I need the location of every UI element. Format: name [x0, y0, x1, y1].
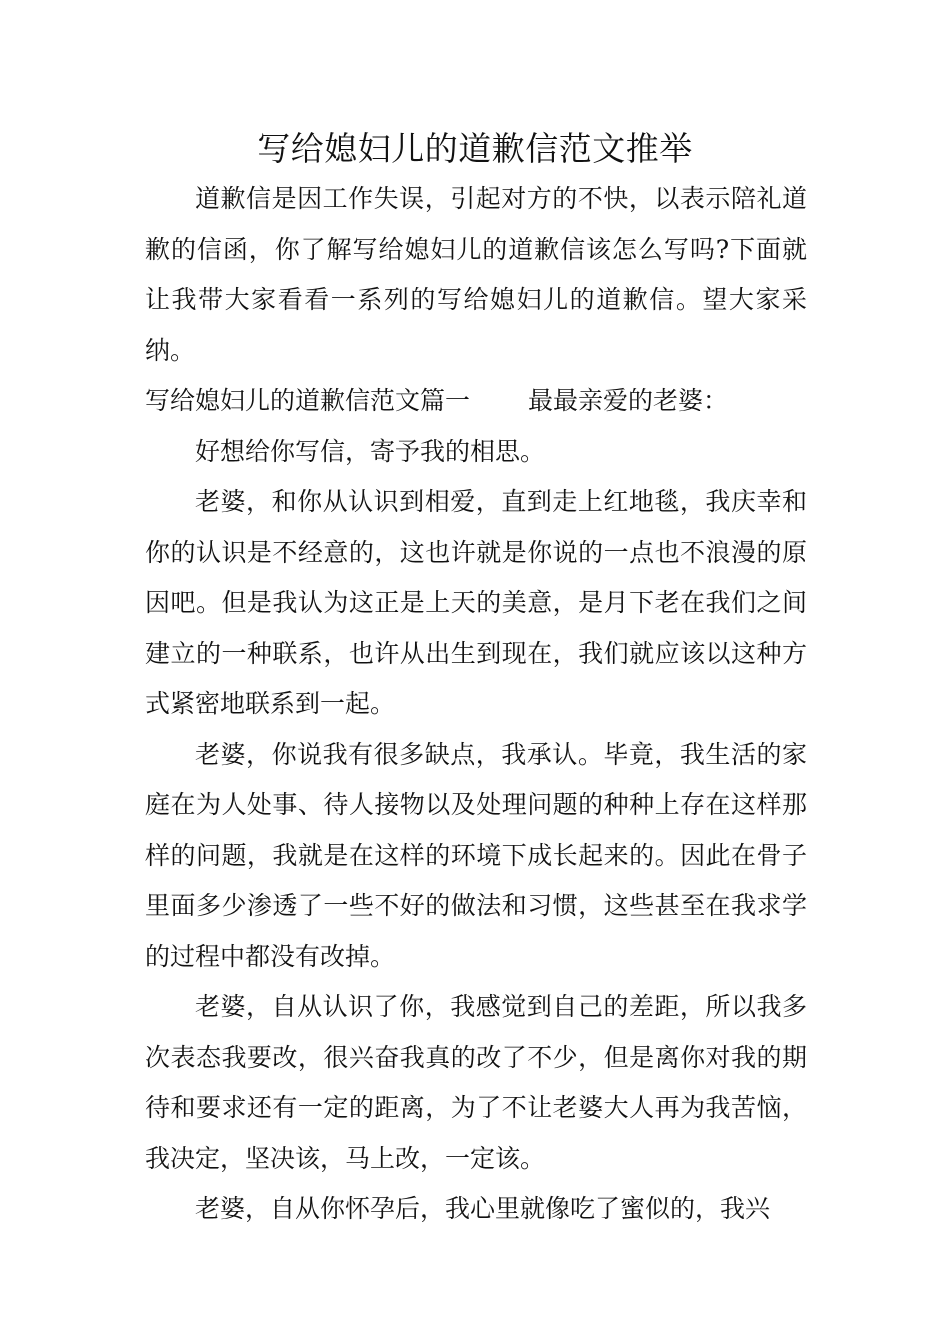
body-paragraph: 好想给你写信，寄予我的相思。 [195, 436, 546, 466]
document-title: 写给媳妇儿的道歉信范文推举 [257, 129, 693, 168]
letter-greeting: 最最亲爱的老婆： [528, 386, 729, 415]
body-paragraph: 老婆，你说我有很多缺点，我承认。毕竟，我生活的家庭在为人处事、待人接物以及处理问题的种种上存在这样那样的问题，我就是在这样的环境下成长起来的。因此在骨子里面多少渗透了一些不好的做法和习惯，这些甚至在我求学的过程中都没有改掉。 [145, 739, 807, 971]
document-body [145, 174, 807, 1235]
body-paragraph: 老婆，和你从认识到相爱，直到走上红地毯，我庆幸和你的认识是不经意的，这也许就是你说的一点也不浪漫的原因吧。但是我认为这正是上天的美意，是月下老在我们之间建立的一种联系，也许从出生到现在，我们就应该以这种方式紧密地联系到一起。 [145, 487, 807, 718]
section-heading: 写给媳妇儿的道歉信范文篇一 [145, 386, 471, 415]
section-heading-line [145, 376, 807, 427]
intro-paragraph: 道歉信是因工作失误，引起对方的不快，以表示陪礼道歉的信函，你了解写给媳妇儿的道歉信该怎么写吗?下面就让我带大家看看一系列的写给媳妇儿的道歉信。望大家采纳。 [145, 184, 807, 365]
body-paragraph: 老婆，自从认识了你，我感觉到自己的差距，所以我多次表态我要改，很兴奋我真的改了不少，但是离你对我的期待和要求还有一定的距离，为了不让老婆大人再为我苦恼，我决定，坚决该，马上改，一定该。 [145, 992, 807, 1173]
body-paragraph: 老婆，自从你怀孕后，我心里就像吃了蜜似的，我兴 [195, 1194, 771, 1223]
